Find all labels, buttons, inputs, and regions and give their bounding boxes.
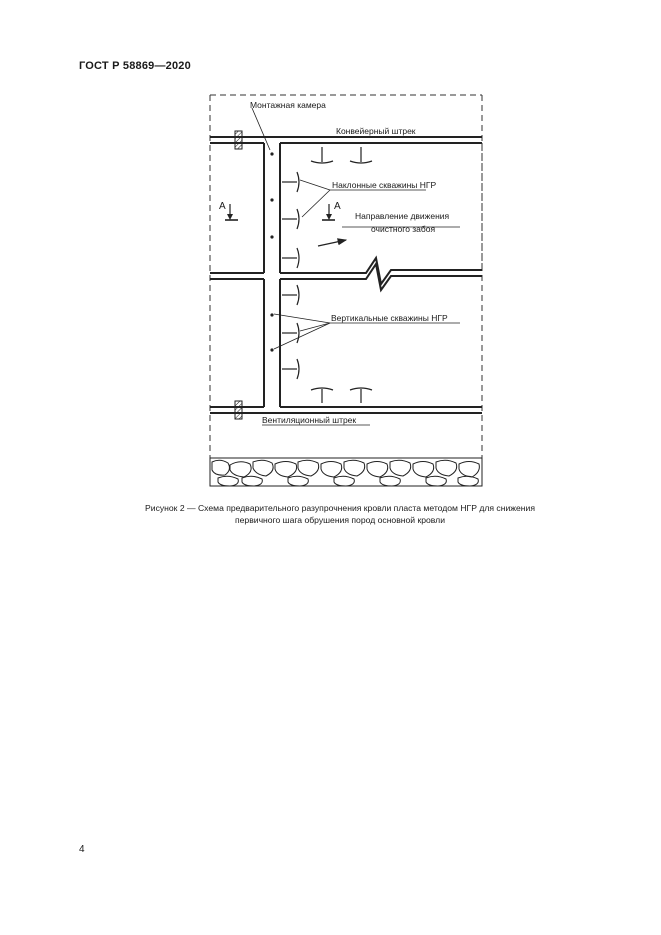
vertical-wells-top: [311, 147, 372, 163]
section-mark-left-symbol: [225, 204, 238, 220]
standard-code: ГОСТ Р 58869—2020: [79, 60, 191, 72]
middle-break-line: [210, 258, 482, 290]
well-mouth-dots: [270, 152, 273, 351]
hatched-support-top: [235, 131, 242, 149]
direction-label-line1: Направление движения: [355, 211, 450, 221]
section-mark-left-label: А: [219, 201, 226, 212]
hatched-support-bottom: [235, 401, 242, 419]
outer-boundary: [210, 95, 482, 486]
conveyor-drift-label: Конвейерный штрек: [336, 126, 416, 136]
direction-label-line2: очистного забоя: [371, 224, 436, 234]
conveyor-drift: [210, 137, 482, 143]
page-number: 4: [79, 844, 85, 855]
inclined-wells-label: Наклонные скважины НГР: [332, 180, 437, 190]
mounting-chamber: [264, 143, 280, 407]
mounting-chamber-label: Монтажная камера: [250, 100, 326, 110]
direction-arrow: [318, 240, 346, 246]
vertical-wells-label: Вертикальные скважины НГР: [331, 313, 448, 323]
figure-caption-line2: первичного шага обрушения пород основной кровли: [234, 515, 445, 525]
figure-caption-line1: Рисунок 2 — Схема предварительного разупрочнения кровли пласта методом НГР для снижения: [145, 503, 535, 513]
vertical-wells-bottom: [311, 388, 372, 403]
section-mark-right-label: А: [334, 201, 341, 212]
leader-lines: [252, 108, 460, 425]
figure-caption: [100, 502, 580, 526]
inclined-wells: [282, 172, 299, 379]
ventilation-drift: [210, 407, 482, 413]
rock-rubble-layer: [210, 458, 482, 486]
ventilation-drift-label: Вентиляционный штрек: [262, 415, 357, 425]
